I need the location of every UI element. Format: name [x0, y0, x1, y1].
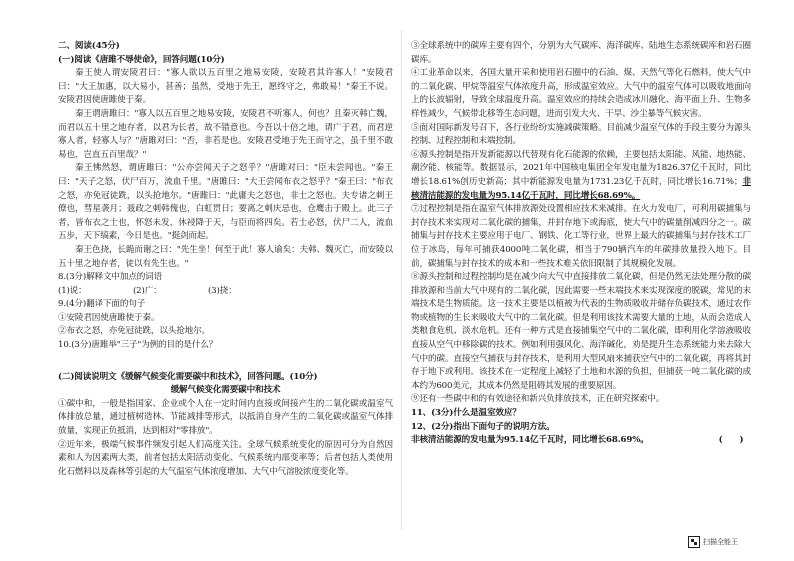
- article-paragraph-6: [411, 149, 751, 203]
- scanner-watermark: [688, 536, 738, 548]
- column-divider: [401, 30, 402, 530]
- passage-paragraph-2: 秦王谓唐雎曰："寡人以五百里之地易安陵，安陵君不听寡人，何也？且秦灭韩亡魏，而君以五十里之地存者，以君为长者，故不错意也。今吾以十倍之地，请广于君，而君逆寡人者，轻寡人与？"唐雎对曰："否，非若是也。安陵君受地于先王而守之，虽千里不敢易也，岂直五百里哉？": [58, 108, 393, 160]
- qr-icon: [688, 536, 700, 548]
- question-10: 10.(3分)唐雎举"三子"为例的目的是什么？: [58, 340, 218, 351]
- left-column: [58, 40, 393, 479]
- passage-paragraph-1: 秦王使人谓安陵君曰："寡人欲以五百里之地易安陵，安陵君其许寡人！"安陵君曰："大王加惠，以大易小，甚善；虽然，受地于先王，愿终守之，弗敢易！"秦王不说。安陵君因使唐雎使于秦。: [58, 68, 393, 106]
- article-paragraph-7: ⑦过程控制是指在温室气体排放源处设置相应技术来减排。在火力发电厂，可利用碳捕集与封存技术来实现对二氧化碳的捕集，并封存地下或海底，使大气中的碳量削减四分之一。碳捕集与封存技术主要应用于电厂、钢铁、化工等行业，世界上最大的碳捕集与封存技术工厂位于冰岛，每年可捕获4000吨二氧化碳，相当于790辆汽车的年碳排放量投入地下。目前，碳捕集与封存技术的成本和一些技术难关依旧限制了其规模化发展。: [411, 204, 751, 269]
- answer-blank: ( ): [718, 435, 744, 446]
- part2-title: (二)阅读说明文《缓解气候变化需要碳中和技术》，回答问题。(10分): [58, 371, 318, 382]
- right-column: [411, 40, 751, 448]
- paragraph-6-text: ⑥源头控制是指开发新能源以代替现有化石能源的依赖，主要包括太阳能、风能、地热能、潮汐能、核能等。数据显示，2021年中国核电集团全年发电量为1826.37亿千瓦时，同比增长18.61%创历史新高；其中新能源发电量为1731.23亿千瓦时，同比增长16.71%；: [411, 149, 751, 187]
- question-8: 8.(3分)解释文中加点的词语: [58, 272, 163, 283]
- article-title: 缓解气候变化需要碳中和技术: [170, 385, 281, 396]
- question-8-items: (1)说： (2)广： (3)挠：: [58, 285, 237, 296]
- quote-text: 非核清洁能源的发电量为95.14亿千瓦时，同比增长68.69%。: [411, 435, 649, 446]
- question-12: 12、(2分)指出下面句子的说明方法。: [411, 421, 555, 432]
- underlined-sentence: 非核清洁能源的发电量为95.14亿千瓦时，同比增长68.69%。: [411, 176, 751, 201]
- question-9-sentence-2: ②布衣之怒，亦免冠徒跣，以头抢地尔。: [58, 326, 210, 337]
- question-12-quote: [411, 434, 751, 448]
- question-9: 9.(4分)翻译下面的句子: [58, 299, 146, 310]
- question-9-sentence-1: ①安陵君因使唐雎使于秦。: [58, 312, 160, 323]
- article-paragraph-3: ③全球系统中的碳库主要有四个，分别为大气碳库、海洋碳库、陆地生态系统碳库和岩石圈碳库。: [411, 41, 751, 65]
- article-paragraph-1: ①碳中和，一般是指国家、企业或个人在一定时间内直接或间接产生的二氧化碳或温室气体排放总量，通过植树造林、节能减排等形式，以抵消自身产生的二氧化碳或温室气体排放量，实现正负抵消，达到相对"零排放"。: [58, 398, 393, 437]
- passage-paragraph-3: 秦王怫然怒，谓唐雎曰："公亦尝闻天子之怒乎？"唐雎对曰："臣未尝闻也。"秦王曰："天子之怒，伏尸百万，流血千里。"唐雎曰："大王尝闻布衣之怒乎？"秦王曰："布衣之怒，亦免冠徒跣，以头抢地尔。"唐雎曰："此庸夫之怒也，非士之怒也。夫专诸之刺王僚也，彗星袭月；聂政之刺韩傀也，白虹贯日；要离之刺庆忌也，仓鹰击于殿上。此三子者，皆布衣之士也，怀怒未发，休祲降于天，与臣而将四矣。若士必怒，伏尸二人，流血五步，天下缟素，今日是也。"挺剑而起。: [58, 163, 393, 242]
- article-paragraph-2: ②近年来，极端气候事件频发引起人们高度关注。全球气候系统变化的原因可分为自然因素和人为因素两大类，前者包括太阳活动变化、气候系统内部变率等；后者包括人类使用化石燃料以及森林等引起的大气温室气体浓度增加、大气中气溶胶浓度变化等。: [58, 439, 393, 477]
- section-title: 二、阅读(45分): [58, 41, 120, 51]
- article-paragraph-8: ⑧源头控制和过程控制均是在减少向大气中直接排放二氧化碳，但是仍然无法处理分散的碳排放源和当前大气中现有的二氧化碳，因此需要一些末端技术来实现深度的脱碳，常见的末端技术是生物质能。这一技术主要是以植被为代表的生物质吸收并储存负碳技术，通过农作物或植物的生长来吸收大气中的二氧化碳。但是利用该技术需要大量的土地，从而会造成人类粮食危机、淡水危机。还有一种方式是直接捕集空气中的二氧化碳，即利用化学溶液吸收直接从空气中移除碳的技术。例如利用强风化、海洋碱化，劝是提升生态系统能力来去除大气中的碳。直接空气捕获与封存技术，是利用大型风扇来捕获空气中的二氧化碳，再将其封存于地下或利用。该技术在一定程度上减轻了土地和水源的负担，但捕获一吨二氧化碳的成本约为600美元，其成本仍然是阻碍其发展的重要原因。: [411, 272, 751, 391]
- article-paragraph-9: ⑨还有一些碳中和的有效途径和新兴负排放技术，正在研究探索中。: [411, 394, 665, 405]
- question-11: 11、(3分)什么是温室效应？: [411, 408, 521, 419]
- scanner-label: 扫描全能王: [703, 538, 738, 546]
- article-paragraph-5: ⑤面对国际新发号召下，各行业纷纷实施减碳策略。目前减少温室气体的手段主要分为源头控制、过程控制和末端控制。: [411, 122, 751, 147]
- passage-paragraph-4: 秦王色挠，长跪而谢之曰："先生坐！何至于此！寡人谕矣：夫韩、魏灭亡，而安陵以五十里之地存者，徒以有先生也。": [58, 244, 393, 269]
- article-paragraph-4: ④工业革命以来，各国大量开采和使用岩石圈中的石油、煤、天然气等化石燃料，使大气中的二氧化碳、甲烷等温室气体浓度升高，形成温室效应。大气中的温室气体可以吸收地面向上的长波辐射，导致全球温度升高。温室效应的持续会造成冰川融化、海平面上升、生物多样性减少，气候带北移等生态问题，进而引发大火、干旱、沙尘暴等气候灾害。: [411, 68, 751, 119]
- part1-title: (一)阅读《唐雎不辱使命》，回答问题(10分): [58, 54, 225, 65]
